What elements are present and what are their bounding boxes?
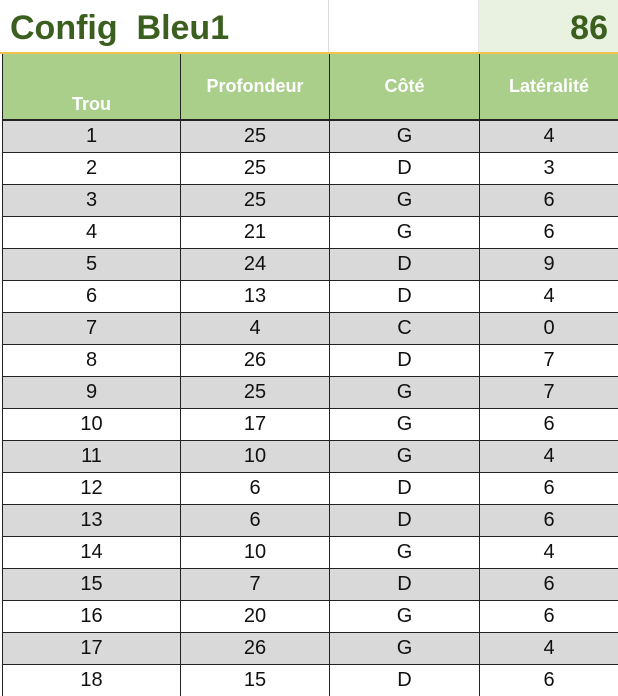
header-lateralite[interactable]: Latéralité	[480, 54, 618, 120]
table-row	[3, 440, 618, 472]
cell-trou[interactable]: 8	[3, 344, 181, 376]
cell-profondeur[interactable]: 26	[181, 632, 330, 664]
cell-cote[interactable]: D	[330, 344, 480, 376]
cell-lateralite[interactable]: 6	[480, 600, 618, 632]
table-row	[3, 504, 618, 536]
cell-cote[interactable]: G	[330, 632, 480, 664]
table-row	[3, 248, 618, 280]
table-row	[3, 184, 618, 216]
cell-lateralite[interactable]: 4	[480, 120, 618, 152]
cell-trou[interactable]: 10	[3, 408, 181, 440]
table-row	[3, 408, 618, 440]
cell-trou[interactable]: 17	[3, 632, 181, 664]
header-trou[interactable]: Trou	[3, 54, 181, 120]
table-body	[3, 120, 618, 696]
cell-cote[interactable]: G	[330, 600, 480, 632]
cell-cote[interactable]: G	[330, 536, 480, 568]
cell-trou[interactable]: 11	[3, 440, 181, 472]
cell-profondeur[interactable]: 24	[181, 248, 330, 280]
cell-lateralite[interactable]: 0	[480, 312, 618, 344]
cell-trou[interactable]: 5	[3, 248, 181, 280]
cell-lateralite[interactable]: 6	[480, 408, 618, 440]
cell-profondeur[interactable]: 20	[181, 600, 330, 632]
cell-profondeur[interactable]: 25	[181, 120, 330, 152]
cell-cote[interactable]: G	[330, 184, 480, 216]
cell-trou[interactable]: 3	[3, 184, 181, 216]
cell-profondeur[interactable]: 26	[181, 344, 330, 376]
cell-profondeur[interactable]: 10	[181, 536, 330, 568]
table-row	[3, 568, 618, 600]
cell-cote[interactable]: D	[330, 280, 480, 312]
header-row	[3, 54, 618, 120]
cell-profondeur[interactable]: 10	[181, 440, 330, 472]
cell-lateralite[interactable]: 7	[480, 376, 618, 408]
cell-lateralite[interactable]: 6	[480, 664, 618, 696]
cell-lateralite[interactable]: 3	[480, 152, 618, 184]
cell-profondeur[interactable]: 7	[181, 568, 330, 600]
cell-profondeur[interactable]: 25	[181, 152, 330, 184]
cell-lateralite[interactable]: 6	[480, 472, 618, 504]
table-row	[3, 600, 618, 632]
holes-table	[2, 54, 618, 696]
cell-profondeur[interactable]: 6	[181, 504, 330, 536]
cell-cote[interactable]: C	[330, 312, 480, 344]
cell-trou[interactable]: 7	[3, 312, 181, 344]
cell-profondeur[interactable]: 4	[181, 312, 330, 344]
cell-lateralite[interactable]: 7	[480, 344, 618, 376]
table-row	[3, 344, 618, 376]
cell-profondeur[interactable]: 25	[181, 184, 330, 216]
cell-trou[interactable]: 6	[3, 280, 181, 312]
cell-cote[interactable]: D	[330, 152, 480, 184]
table-row	[3, 120, 618, 152]
cell-lateralite[interactable]: 6	[480, 504, 618, 536]
table-row	[3, 152, 618, 184]
table-row	[3, 280, 618, 312]
header-profondeur[interactable]: Profondeur	[181, 54, 330, 120]
empty-cell[interactable]	[329, 0, 479, 52]
table-row	[3, 376, 618, 408]
cell-cote[interactable]: G	[330, 376, 480, 408]
cell-lateralite[interactable]: 6	[480, 184, 618, 216]
title-row	[0, 0, 618, 54]
cell-cote[interactable]: D	[330, 472, 480, 504]
cell-profondeur[interactable]: 21	[181, 216, 330, 248]
cell-cote[interactable]: D	[330, 568, 480, 600]
cell-lateralite[interactable]: 4	[480, 440, 618, 472]
cell-trou[interactable]: 9	[3, 376, 181, 408]
cell-trou[interactable]: 15	[3, 568, 181, 600]
table-row	[3, 312, 618, 344]
cell-lateralite[interactable]: 4	[480, 536, 618, 568]
cell-trou[interactable]: 2	[3, 152, 181, 184]
cell-trou[interactable]: 13	[3, 504, 181, 536]
table-row	[3, 472, 618, 504]
cell-trou[interactable]: 4	[3, 216, 181, 248]
cell-cote[interactable]: D	[330, 664, 480, 696]
table-row	[3, 664, 618, 696]
cell-trou[interactable]: 18	[3, 664, 181, 696]
cell-lateralite[interactable]: 4	[480, 632, 618, 664]
cell-lateralite[interactable]: 6	[480, 568, 618, 600]
cell-trou[interactable]: 12	[3, 472, 181, 504]
cell-cote[interactable]: G	[330, 120, 480, 152]
cell-profondeur[interactable]: 6	[181, 472, 330, 504]
cell-profondeur[interactable]: 25	[181, 376, 330, 408]
table-row	[3, 536, 618, 568]
cell-cote[interactable]: D	[330, 504, 480, 536]
cell-lateralite[interactable]: 9	[480, 248, 618, 280]
cell-profondeur[interactable]: 15	[181, 664, 330, 696]
cell-lateralite[interactable]: 6	[480, 216, 618, 248]
table-row	[3, 632, 618, 664]
cell-profondeur[interactable]: 17	[181, 408, 330, 440]
table-row	[3, 216, 618, 248]
cell-cote[interactable]: G	[330, 408, 480, 440]
config-title-cell[interactable]: Config Bleu1	[0, 0, 329, 52]
cell-profondeur[interactable]: 13	[181, 280, 330, 312]
score-cell[interactable]: 86	[479, 0, 618, 52]
cell-cote[interactable]: G	[330, 216, 480, 248]
header-cote[interactable]: Côté	[330, 54, 480, 120]
cell-trou[interactable]: 16	[3, 600, 181, 632]
cell-trou[interactable]: 14	[3, 536, 181, 568]
cell-lateralite[interactable]: 4	[480, 280, 618, 312]
cell-cote[interactable]: G	[330, 440, 480, 472]
cell-cote[interactable]: D	[330, 248, 480, 280]
cell-trou[interactable]: 1	[3, 120, 181, 152]
